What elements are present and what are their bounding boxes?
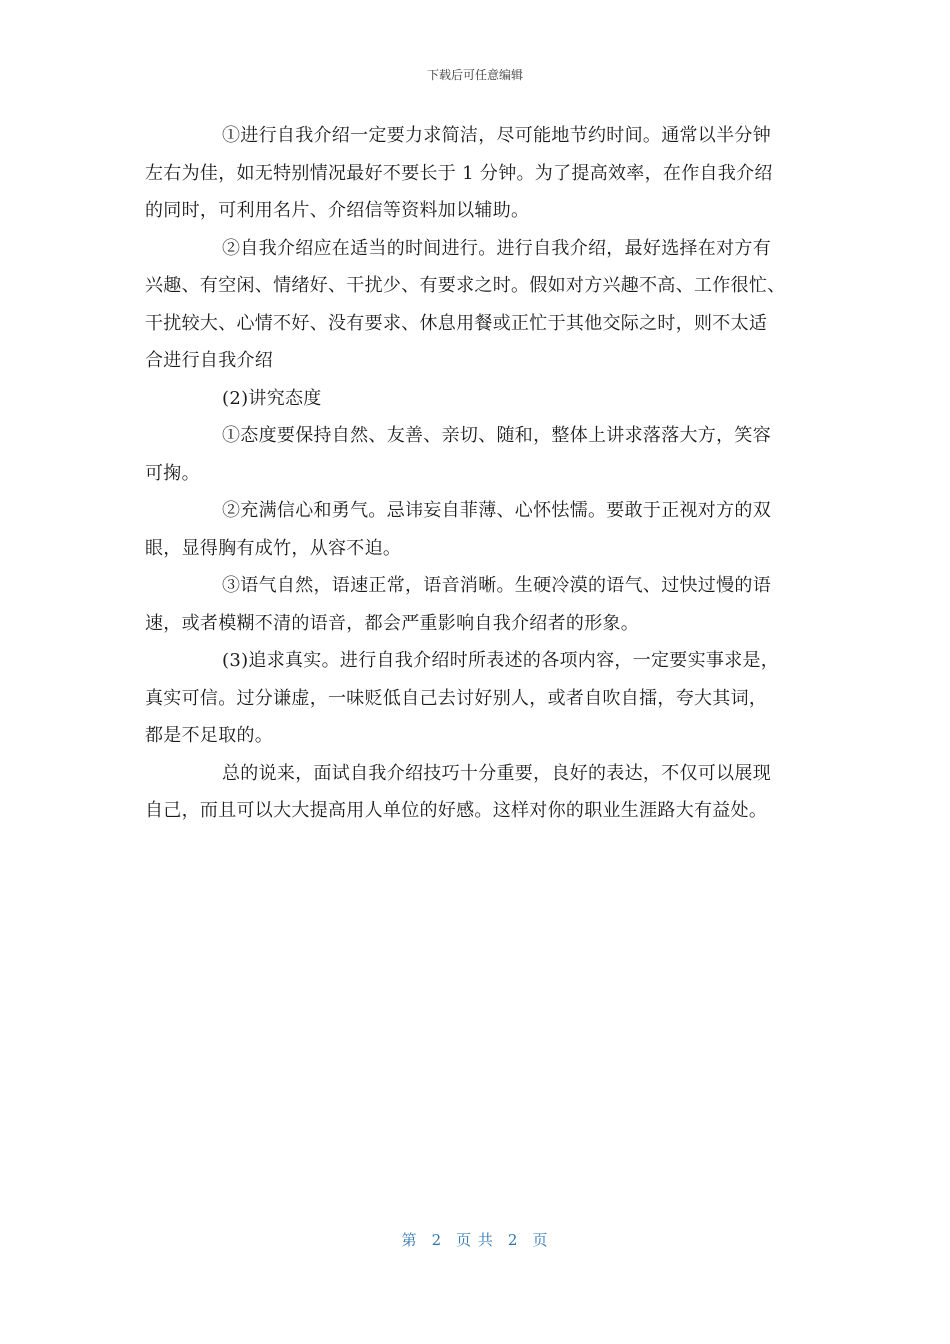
text-line: (3)追求真实。进行自我介绍时所表述的各项内容，一定要实事求是， — [222, 650, 780, 671]
text-line: 速，或者模糊不清的语音，都会严重影响自我介绍者的形象。 — [145, 612, 640, 634]
total-pages-number: 2 — [507, 1231, 519, 1249]
section-heading-attitude — [145, 380, 810, 418]
text-line: 自己，而且可以大大提高用人单位的好感。这样对你的职业生涯路大有益处。 — [145, 800, 768, 821]
current-page-number: 2 — [431, 1231, 443, 1249]
footer-suffix: 页 — [532, 1231, 549, 1249]
text-line: ②自我介绍应在适当的时间进行。进行自我介绍，最好选择在对方有 — [222, 237, 771, 259]
text-line: 可掬。 — [145, 462, 200, 484]
text-line: 合进行自我介绍 — [145, 350, 274, 371]
text-line: 都是不足取的。 — [145, 725, 274, 746]
text-line: (2)讲究态度 — [222, 387, 322, 409]
text-line: 真实可信。过分谦虚，一味贬低自己去讨好别人，或者自吹自擂，夸大其词， — [145, 687, 768, 709]
text-line: ①态度要保持自然、友善、亲切、随和，整体上讲求落落大方，笑容 — [222, 425, 771, 446]
footer-prefix: 第 — [401, 1231, 418, 1249]
text-line: 的同时，可利用名片、介绍信等资料加以辅助。 — [145, 200, 530, 221]
paragraph-conclusion — [145, 755, 810, 830]
text-line: 兴趣、有空闲、情绪好、干扰少、有要求之时。假如对方兴趣不高、工作很忙、 — [145, 275, 786, 296]
paragraph-attitude-natural — [145, 417, 810, 492]
text-line: 眼，显得胸有成竹，从容不迫。 — [145, 537, 402, 559]
footer-middle: 页 共 — [456, 1231, 494, 1249]
paragraph-attitude-tone — [145, 567, 810, 642]
page-footer — [0, 1229, 950, 1250]
text-line: 干扰较大、心情不好、没有要求、休息用餐或正忙于其他交际之时，则不太适 — [145, 312, 768, 334]
text-line: ②充满信心和勇气。忌讳妄自菲薄、心怀怯懦。要敢于正视对方的双 — [222, 500, 771, 521]
document-body — [145, 117, 810, 830]
text-line: 左右为佳，如无特别情况最好不要长于 1 分钟。为了提高效率，在作自我介绍 — [145, 162, 773, 184]
text-line: ①进行自我介绍一定要力求简洁，尽可能地节约时间。通常以半分钟 — [222, 125, 771, 146]
paragraph-attitude-confidence — [145, 492, 810, 567]
paragraph-intro-timing — [145, 230, 810, 380]
text-line: ③语气自然，语速正常，语音消晰。生硬冷漠的语气、过快过慢的语 — [222, 575, 771, 596]
text-line: 总的说来，面试自我介绍技巧十分重要，良好的表达，不仅可以展现 — [222, 762, 771, 784]
page-header: 下载后可任意编辑 — [426, 68, 523, 82]
paragraph-truthfulness — [145, 642, 810, 755]
paragraph-intro-brevity — [145, 117, 810, 230]
